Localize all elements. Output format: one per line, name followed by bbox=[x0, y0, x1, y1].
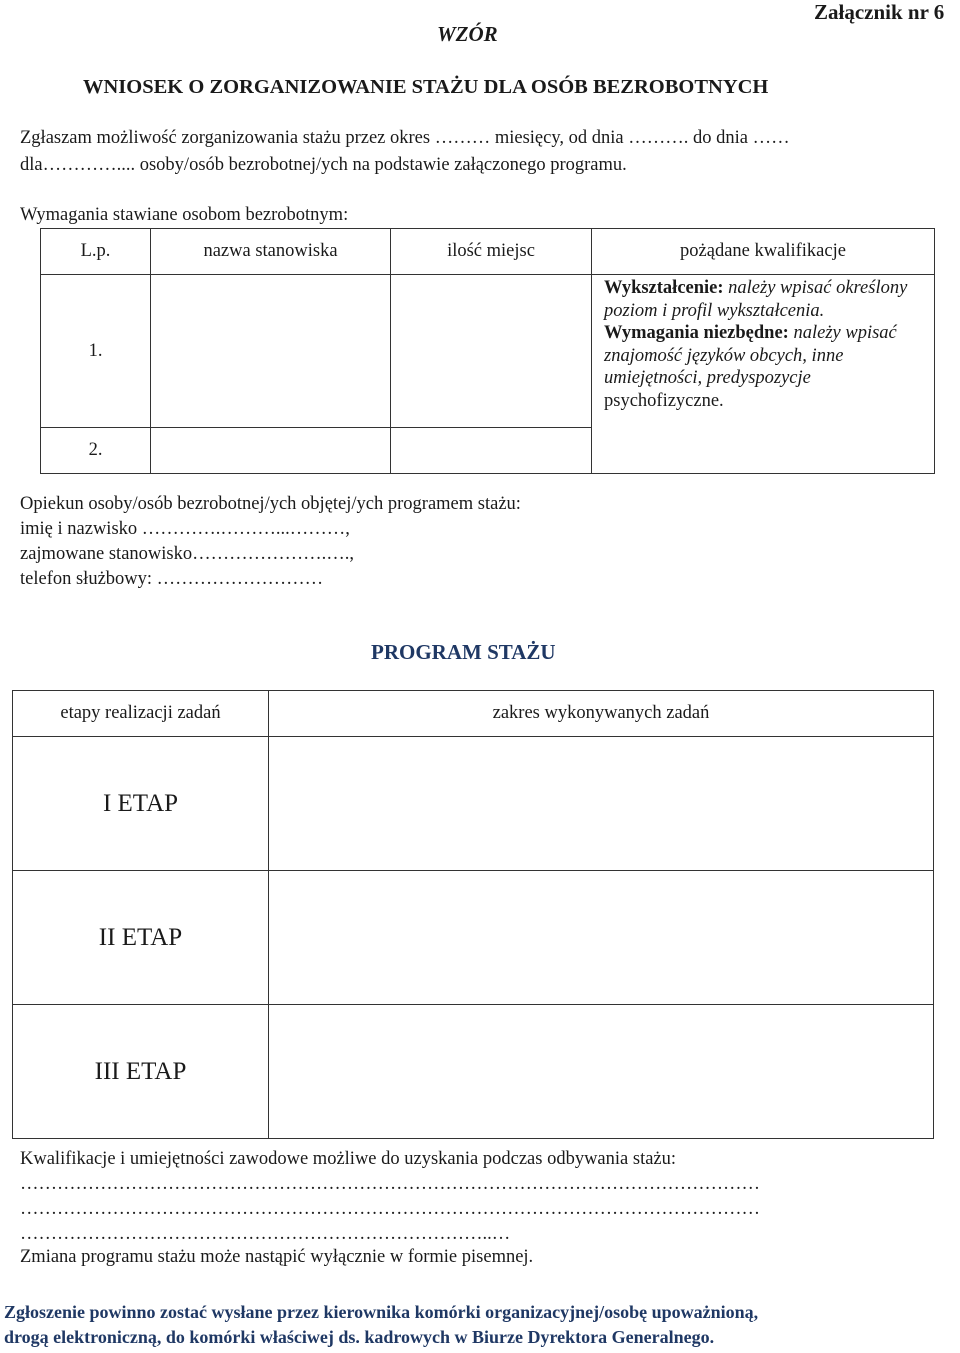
header-stages: etapy realizacji zadań bbox=[13, 691, 269, 737]
qualifications-dots-1: ………………………………………………………………………………………………………… bbox=[20, 1174, 760, 1194]
qualifications-cell bbox=[592, 275, 935, 474]
stage-tasks-cell[interactable] bbox=[269, 737, 934, 871]
qualifications-dots-2: ………………………………………………………………………………………………………… bbox=[20, 1199, 760, 1219]
footer-line-2: drogą elektroniczną, do komórki właściwej ds. kadrowych w Biurze Dyrektora Generalnego. bbox=[4, 1327, 715, 1347]
header-task-scope: zakres wykonywanych zadań bbox=[269, 691, 934, 737]
stage-label: II ETAP bbox=[13, 871, 269, 1005]
document-title: WNIOSEK O ZORGANIZOWANIE STAŻU DLA OSÓB BEZROBOTNYCH bbox=[83, 76, 769, 98]
qualifications-label: Kwalifikacje i umiejętności zawodowe możliwe do uzyskania podczas odbywania stażu: bbox=[20, 1149, 677, 1169]
requirements-needed-tail: psychofizyczne. bbox=[604, 390, 724, 411]
places-count-cell[interactable] bbox=[391, 428, 592, 474]
requirements-needed-text: należy wpisać znajomość języków obcych, inne umiejętności, predyspozycje bbox=[604, 323, 897, 388]
education-text: należy wpisać określony poziom i profil wykształcenia. bbox=[604, 278, 908, 321]
row-number: 1. bbox=[41, 275, 151, 428]
position-name-cell[interactable] bbox=[151, 275, 391, 428]
header-position-name: nazwa stanowiska bbox=[151, 229, 391, 275]
table-row bbox=[13, 1005, 934, 1139]
supervisor-phone: telefon służbowy: ……………………… bbox=[20, 569, 324, 589]
intro-line-2: dla………….... osoby/osób bezrobotnej/ych na podstawie załączonego programu. bbox=[20, 155, 627, 175]
header-lp: L.p. bbox=[41, 229, 151, 275]
positions-table bbox=[40, 228, 935, 474]
requirements-label: Wymagania stawiane osobom bezrobotnym: bbox=[20, 205, 349, 225]
program-table bbox=[12, 690, 934, 1139]
education-label: Wykształcenie: bbox=[604, 278, 724, 298]
header-qualifications: pożądane kwalifikacje bbox=[592, 229, 935, 275]
table-row bbox=[13, 737, 934, 871]
stage-tasks-cell[interactable] bbox=[269, 871, 934, 1005]
stage-label: III ETAP bbox=[13, 1005, 269, 1139]
footer-line-1: Zgłoszenie powinno zostać wysłane przez kierownika komórki organizacyjnej/osobę upoważnioną, bbox=[4, 1302, 759, 1322]
row-number: 2. bbox=[41, 428, 151, 474]
requirements-needed-label: Wymagania niezbędne: bbox=[604, 323, 789, 343]
attachment-number: Załącznik nr 6 bbox=[814, 0, 945, 24]
program-title: PROGRAM STAŻU bbox=[371, 640, 556, 664]
qualifications-dots-3: …………………………………………………………………..… bbox=[20, 1224, 511, 1244]
table-row bbox=[13, 871, 934, 1005]
stage-tasks-cell[interactable] bbox=[269, 1005, 934, 1139]
header-places-count: ilość miejsc bbox=[391, 229, 592, 275]
stage-label: I ETAP bbox=[13, 737, 269, 871]
table-row bbox=[41, 275, 935, 428]
supervisor-label: Opiekun osoby/osób bezrobotnej/ych objętej/ych programem stażu: bbox=[20, 494, 521, 514]
supervisor-position: zajmowane stanowisko………………….…., bbox=[20, 544, 354, 564]
program-table-header bbox=[13, 691, 934, 737]
footer-note bbox=[0, 1300, 960, 1350]
positions-table-header bbox=[41, 229, 935, 275]
intro-line-1: Zgłaszam możliwość zorganizowania stażu przez okres ……… miesięcy, od dnia ………. do dnia …… bbox=[20, 128, 790, 148]
supervisor-name: imię i nazwisko ………….………...………, bbox=[20, 519, 350, 539]
change-note: Zmiana programu stażu może nastąpić wyłącznie w formie pisemnej. bbox=[20, 1247, 534, 1267]
template-label: WZÓR bbox=[437, 22, 498, 46]
position-name-cell[interactable] bbox=[151, 428, 391, 474]
places-count-cell[interactable] bbox=[391, 275, 592, 428]
